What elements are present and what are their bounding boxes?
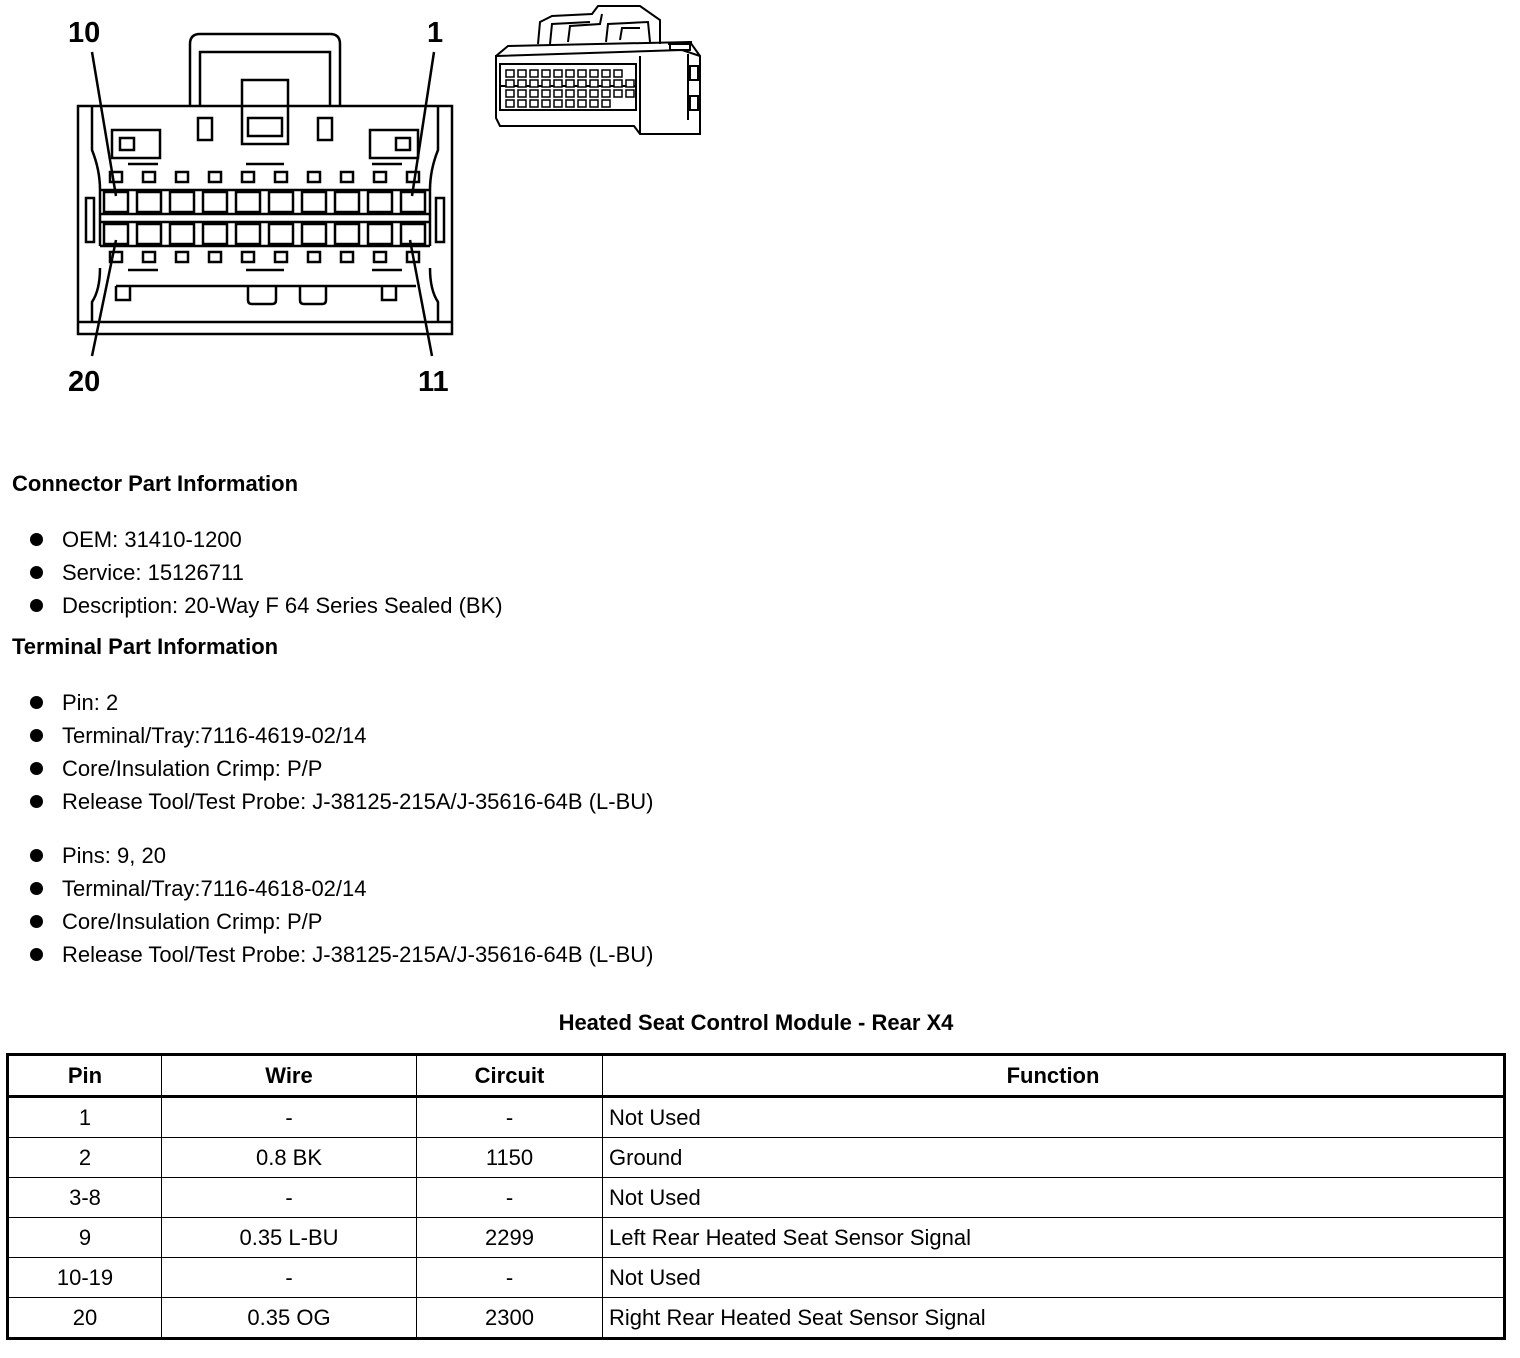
cell-function: Not Used [603, 1178, 1505, 1218]
cell-pin: 10-19 [8, 1258, 162, 1298]
table-title: Heated Seat Control Module - Rear X4 [558, 1010, 954, 1035]
column-header-wire: Wire [162, 1055, 417, 1097]
cell-function: Ground [603, 1138, 1505, 1178]
cell-circuit: - [417, 1097, 603, 1138]
connector-info-list [28, 523, 503, 622]
cell-circuit: 1150 [417, 1138, 603, 1178]
list-item: Core/Insulation Crimp: P/P [28, 905, 653, 938]
pinout-table [6, 1053, 1506, 1340]
bullet-icon [30, 762, 43, 775]
bullet-icon [30, 533, 43, 546]
list-item: OEM: 31410-1200 [28, 523, 503, 556]
bullet-icon [30, 696, 43, 709]
table-row [8, 1097, 1505, 1138]
terminal-info-list-2 [28, 839, 653, 971]
list-item: Terminal/Tray:7116-4618-02/14 [28, 872, 653, 905]
pin-label-11: 11 [418, 366, 449, 398]
connector-diagram [0, 0, 720, 410]
bullet-icon [30, 599, 43, 612]
table-row [8, 1298, 1505, 1339]
terminal-part-info-title: Terminal Part Information [12, 634, 279, 659]
table-row [8, 1258, 1505, 1298]
table-row [8, 1218, 1505, 1258]
cell-circuit: - [417, 1258, 603, 1298]
cell-circuit: 2299 [417, 1218, 603, 1258]
list-item: Service: 15126711 [28, 556, 503, 589]
connector-part-info-title: Connector Part Information [12, 471, 299, 496]
bullet-icon [30, 882, 43, 895]
cell-function: Not Used [603, 1097, 1505, 1138]
cell-wire: 0.35 L-BU [162, 1218, 417, 1258]
column-header-circuit: Circuit [417, 1055, 603, 1097]
cell-wire: 0.8 BK [162, 1138, 417, 1178]
cell-wire: 0.35 OG [162, 1298, 417, 1339]
cell-pin: 9 [8, 1218, 162, 1258]
list-item: Release Tool/Test Probe: J-38125-215A/J-35616-64B (L-BU) [28, 938, 653, 971]
bullet-icon [30, 729, 43, 742]
table-header-row [8, 1055, 1505, 1097]
cell-pin: 1 [8, 1097, 162, 1138]
list-item: Core/Insulation Crimp: P/P [28, 752, 653, 785]
cell-wire: - [162, 1258, 417, 1298]
cell-circuit: - [417, 1178, 603, 1218]
cell-function: Right Rear Heated Seat Sensor Signal [603, 1298, 1505, 1339]
cell-circuit: 2300 [417, 1298, 603, 1339]
bullet-icon [30, 849, 43, 862]
list-item: Pins: 9, 20 [28, 839, 653, 872]
cell-wire: - [162, 1097, 417, 1138]
bullet-icon [30, 795, 43, 808]
column-header-function: Function [603, 1055, 1505, 1097]
bullet-icon [30, 566, 43, 579]
cell-function: Left Rear Heated Seat Sensor Signal [603, 1218, 1505, 1258]
list-item: Pin: 2 [28, 686, 653, 719]
list-item: Terminal/Tray:7116-4619-02/14 [28, 719, 653, 752]
cell-wire: - [162, 1178, 417, 1218]
table-row [8, 1138, 1505, 1178]
pin-label-1: 1 [427, 17, 444, 49]
cell-pin: 3-8 [8, 1178, 162, 1218]
list-item: Description: 20-Way F 64 Series Sealed (BK) [28, 589, 503, 622]
cell-pin: 20 [8, 1298, 162, 1339]
pin-label-20: 20 [68, 366, 101, 398]
column-header-pin: Pin [8, 1055, 162, 1097]
terminal-info-list-1 [28, 686, 653, 818]
bullet-icon [30, 948, 43, 961]
list-item: Release Tool/Test Probe: J-38125-215A/J-35616-64B (L-BU) [28, 785, 653, 818]
bullet-icon [30, 915, 43, 928]
table-row [8, 1178, 1505, 1218]
cell-pin: 2 [8, 1138, 162, 1178]
cell-function: Not Used [603, 1258, 1505, 1298]
pin-label-10: 10 [68, 17, 101, 49]
